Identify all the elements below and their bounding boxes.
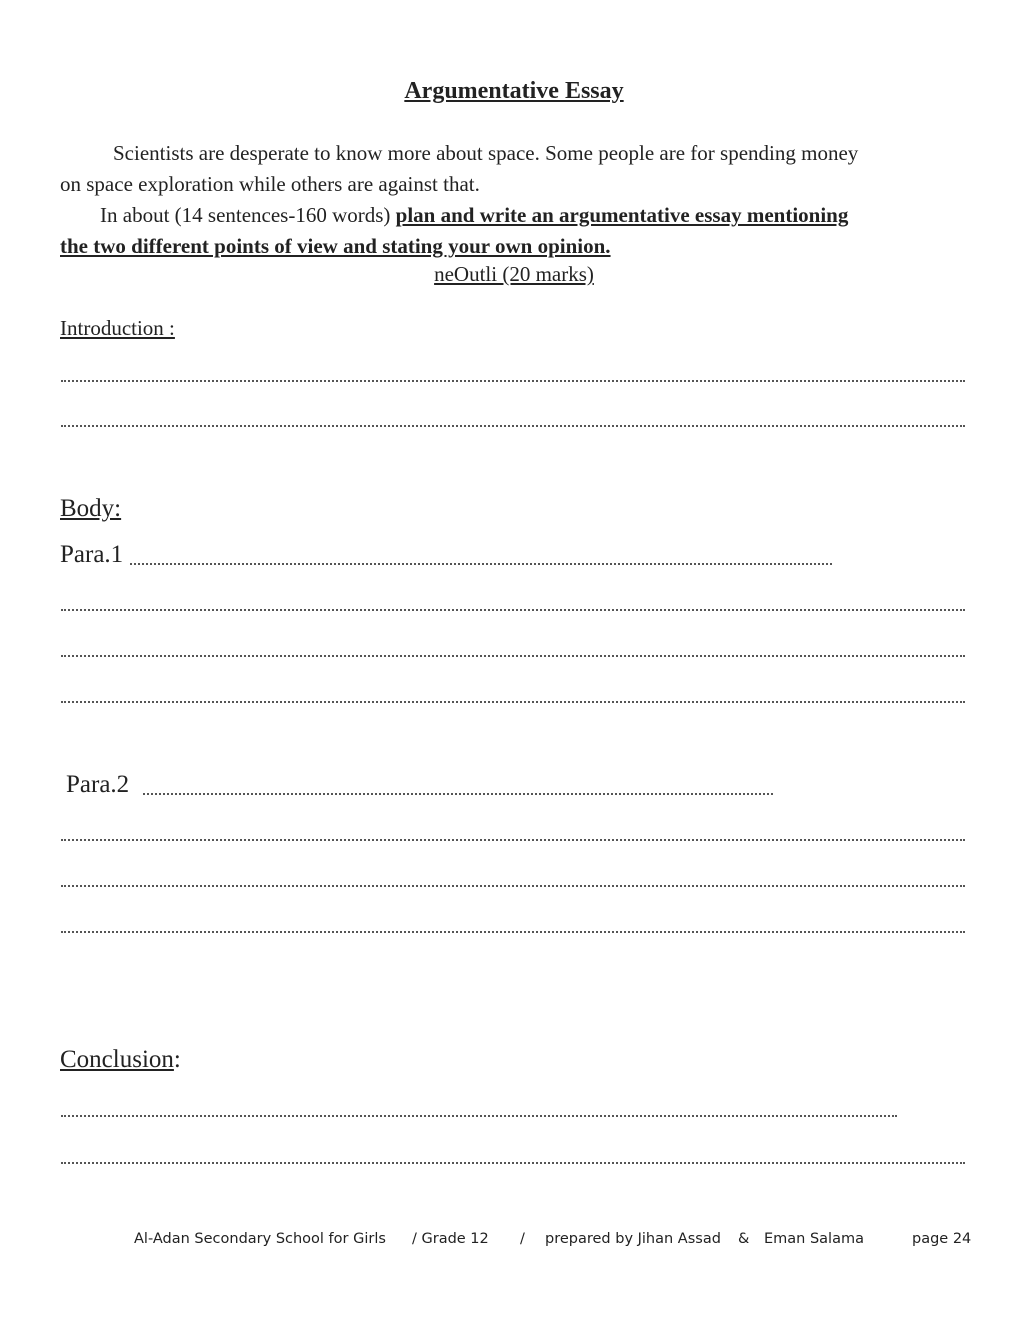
- footer-school: Al-Adan Secondary School for Girls: [134, 1231, 386, 1247]
- writing-line-para2-label[interactable]: [143, 793, 773, 795]
- footer-author-2: Eman Salama: [764, 1231, 864, 1247]
- writing-line-intro-2[interactable]: [61, 425, 965, 427]
- prompt-instruction-bold-1: plan and write an argumentative essay mentioning: [395, 203, 849, 227]
- writing-line-intro-1[interactable]: [61, 380, 965, 382]
- page-title: Argumentative Essay: [404, 78, 624, 104]
- prompt-instruction-bold-2: the two different points of view and stating your own opinion.: [60, 234, 611, 258]
- footer-page-number: page 24: [912, 1231, 972, 1247]
- writing-line-conclusion-1[interactable]: [61, 1115, 897, 1117]
- writing-line-conclusion-2[interactable]: [61, 1162, 965, 1164]
- writing-line-para1-label[interactable]: [130, 563, 832, 565]
- writing-line-para1-2[interactable]: [61, 655, 965, 657]
- prompt-line-3: [100, 200, 848, 231]
- prompt-instruction-plain: In about (14 sentences-160 words): [100, 203, 391, 227]
- conclusion-word: Conclusion: [60, 1046, 174, 1073]
- writing-line-para2-1[interactable]: [61, 839, 965, 841]
- prompt-line-2: on space exploration while others are against that.: [60, 172, 480, 196]
- footer-ampersand: &: [738, 1231, 750, 1247]
- introduction-heading: Introduction :: [60, 316, 175, 340]
- writing-line-para1-1[interactable]: [61, 609, 965, 611]
- footer-separator: /: [520, 1231, 525, 1247]
- footer-grade: / Grade 12: [412, 1231, 489, 1247]
- body-heading: Body:: [60, 495, 122, 522]
- outline-heading: neOutli (20 marks): [434, 262, 594, 286]
- writing-line-para2-3[interactable]: [61, 931, 965, 933]
- para1-label: Para.1: [60, 541, 124, 568]
- conclusion-heading: [60, 1046, 181, 1074]
- writing-line-para1-3[interactable]: [61, 701, 965, 703]
- footer-prepared-by: prepared by Jihan Assad: [545, 1231, 721, 1247]
- para2-label: Para.2: [66, 771, 130, 798]
- writing-line-para2-2[interactable]: [61, 885, 965, 887]
- prompt-line-1: Scientists are desperate to know more about space. Some people are for spending money: [113, 141, 859, 165]
- conclusion-colon: :: [173, 1046, 181, 1073]
